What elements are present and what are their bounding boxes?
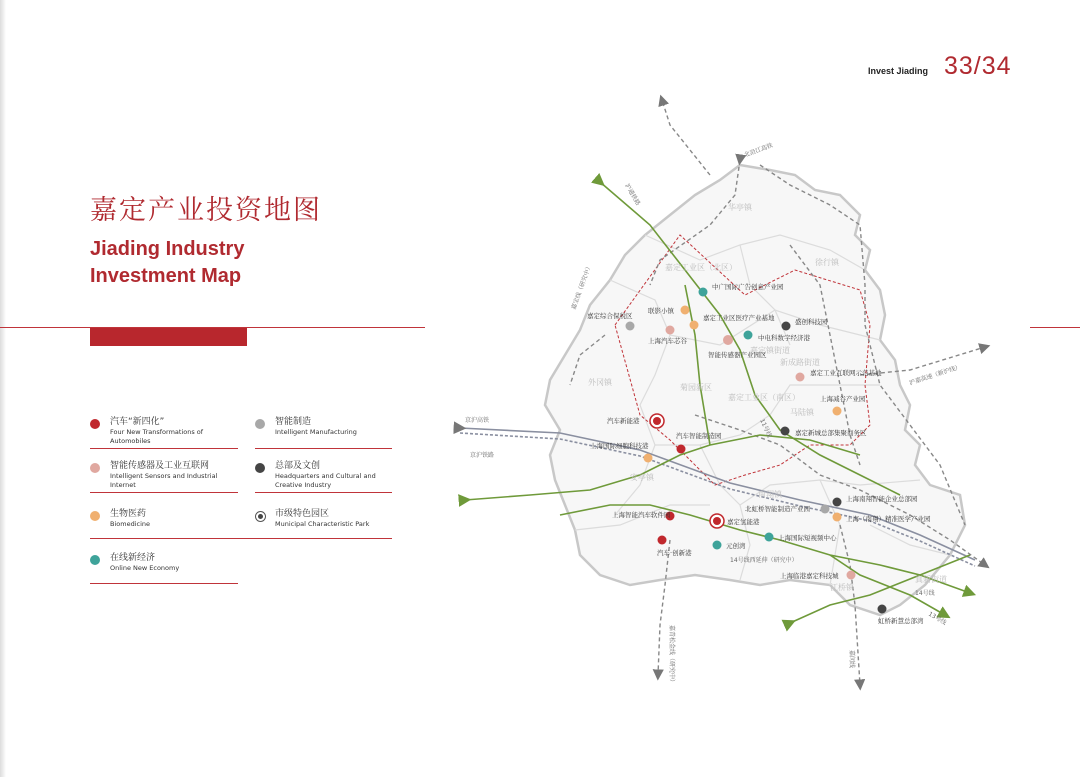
site-label: 上海减谷产业园 xyxy=(820,395,866,403)
legend-label-en: Online New Economy xyxy=(110,564,180,572)
site-label: 上海汽车芯谷 xyxy=(648,337,687,345)
site-marker xyxy=(781,427,790,436)
legend-divider xyxy=(255,492,392,493)
town-label: 徐行镇 xyxy=(815,258,839,267)
route-label: 13号线 xyxy=(927,610,948,627)
town-label: 安亭镇 xyxy=(630,473,654,482)
district-outline xyxy=(545,165,965,615)
legend-label: 汽车“新四化” xyxy=(110,417,165,427)
title-chinese: 嘉定产业投资地图 xyxy=(90,195,322,226)
site-label: 元创湾 xyxy=(726,542,746,550)
legend-ring-center-icon xyxy=(258,514,263,519)
site-marker xyxy=(713,541,722,550)
site-label: 联影小镇 xyxy=(648,307,674,315)
title-english-line2: Investment Map xyxy=(90,265,242,287)
site-marker xyxy=(782,322,791,331)
route-label: 嘉宝线（研究中） xyxy=(570,263,594,311)
site-label: 上海国际细胞科技港 xyxy=(590,442,649,450)
legend-dot-manufacturing xyxy=(255,419,265,429)
site-marker xyxy=(626,322,635,331)
site-label: 上海（南翔）精准医学产业园 xyxy=(846,515,931,523)
legend-label-en: Biomedicine xyxy=(110,520,151,528)
route-label: 北沿江高铁 xyxy=(743,142,774,159)
legend-label-en: Intelligent Sensors and Industrial Internet xyxy=(110,472,218,489)
site-label: 汽车·创新港 xyxy=(657,549,692,557)
site-label: 北虹桥智能制造产业园 xyxy=(745,505,810,513)
legend-label-en: Headquarters and Cultural and Creative Industry xyxy=(275,472,376,489)
route-label: 14号线 xyxy=(915,590,935,597)
site-label: 嘉定新城总部集聚商务区 xyxy=(795,429,867,437)
site-marker xyxy=(765,533,774,542)
legend-label-en: Municipal Characteristic Park xyxy=(275,520,370,528)
section-label: Invest Jiading xyxy=(868,66,929,76)
route-label: 京沪高铁 xyxy=(465,417,490,424)
route-label: 嘉青松金线（研究中） xyxy=(668,625,675,686)
site-label: 上海智能汽车软件园 xyxy=(612,511,671,519)
legend-dot-auto xyxy=(90,419,100,429)
site-label: 智能传感器产业园区 xyxy=(708,351,767,359)
site-marker xyxy=(681,306,690,315)
page-edge xyxy=(0,0,6,777)
town-label: 嘉定工业区（北区） xyxy=(665,263,737,272)
site-marker xyxy=(847,571,856,580)
page-header xyxy=(850,52,1050,82)
legend-dot-sensor xyxy=(90,463,100,473)
legend-divider xyxy=(90,583,238,584)
site-marker xyxy=(677,445,686,454)
route-label: 沪通铁路 xyxy=(623,182,642,207)
legend-label: 市级特色园区 xyxy=(275,509,330,519)
legend-label-en: Four New Transformations of Automobiles xyxy=(110,428,204,445)
site-marker xyxy=(723,335,733,345)
town-label: 马陆镇 xyxy=(790,408,814,417)
site-marker xyxy=(796,373,805,382)
site-marker xyxy=(699,288,708,297)
site-label: 上海国际短视频中心 xyxy=(778,534,837,542)
legend-label-en: Intelligent Manufacturing xyxy=(275,428,357,436)
legend-divider xyxy=(255,448,392,449)
map-legend xyxy=(90,408,400,588)
route-label: 14号线西延伸（研究中） xyxy=(730,557,798,564)
park-marker-center xyxy=(653,417,661,425)
jiading-map xyxy=(440,85,1010,695)
route-label: 京沪铁路 xyxy=(470,452,495,459)
site-label: 嘉定工业区医疗产业基地 xyxy=(703,314,775,322)
site-label: 上海南翔智能企业总部园 xyxy=(846,495,918,503)
town-label: 江桥镇 xyxy=(830,583,854,592)
site-marker xyxy=(821,505,830,514)
site-marker xyxy=(878,605,887,614)
site-marker xyxy=(644,454,653,463)
site-marker xyxy=(690,321,699,330)
legend-label: 生物医药 xyxy=(110,509,147,519)
site-label: 嘉定综合保税区 xyxy=(587,312,633,320)
site-label: 上海临港嘉定科技城 xyxy=(780,572,839,580)
town-label: 外冈镇 xyxy=(588,378,612,387)
legend-label: 在线新经济 xyxy=(110,553,156,563)
park-marker-center xyxy=(713,517,721,525)
divider-rule-right xyxy=(1030,327,1080,328)
site-label: 汽车智能制造园 xyxy=(676,432,722,440)
legend-divider xyxy=(90,492,238,493)
legend-dot-bio xyxy=(90,511,100,521)
accent-block xyxy=(90,328,247,346)
site-label: 嘉定氢能港 xyxy=(727,518,760,526)
legend-label: 智能制造 xyxy=(275,417,312,427)
site-marker xyxy=(744,331,753,340)
legend-label: 总部及文创 xyxy=(275,461,321,471)
title-english-line1: Jiading Industry xyxy=(90,238,245,260)
town-label: 嘉定工业区（南区） xyxy=(728,393,800,402)
site-label: 嘉定工业互联网示范基地 xyxy=(810,369,882,377)
legend-divider xyxy=(90,538,392,539)
route-label: 嘉闵线 xyxy=(848,650,855,669)
route-label: 11号线 xyxy=(758,417,773,439)
legend-dot-online xyxy=(90,555,100,565)
site-label: 汽车新能港 xyxy=(607,417,640,425)
town-label: 嘉定镇街道 xyxy=(750,346,790,355)
town-label: 华亭镇 xyxy=(728,203,752,212)
town-label: 真新街道 xyxy=(915,575,947,584)
route-label: 沪嘉高速（新沪线） xyxy=(908,363,962,387)
site-marker xyxy=(666,326,675,335)
town-label: 南翔镇 xyxy=(758,490,782,499)
site-label: 中电科数字经济港 xyxy=(758,334,810,342)
page-numbers: 33/34 xyxy=(944,52,1012,80)
site-label: 盛创科技园 xyxy=(795,318,828,326)
legend-dot-hq xyxy=(255,463,265,473)
site-marker xyxy=(833,407,842,416)
site-label: 虹桥新慧总部湾 xyxy=(878,617,924,625)
site-marker xyxy=(658,536,667,545)
legend-divider xyxy=(90,448,238,449)
site-marker xyxy=(833,498,842,507)
site-label: 中广国际广告创意产业园 xyxy=(712,283,784,291)
legend-label: 智能传感器及工业互联网 xyxy=(110,461,210,471)
town-label: 菊园新区 xyxy=(680,383,712,392)
town-label: 新成路街道 xyxy=(780,358,820,367)
site-marker xyxy=(833,513,842,522)
title-english xyxy=(90,236,244,290)
